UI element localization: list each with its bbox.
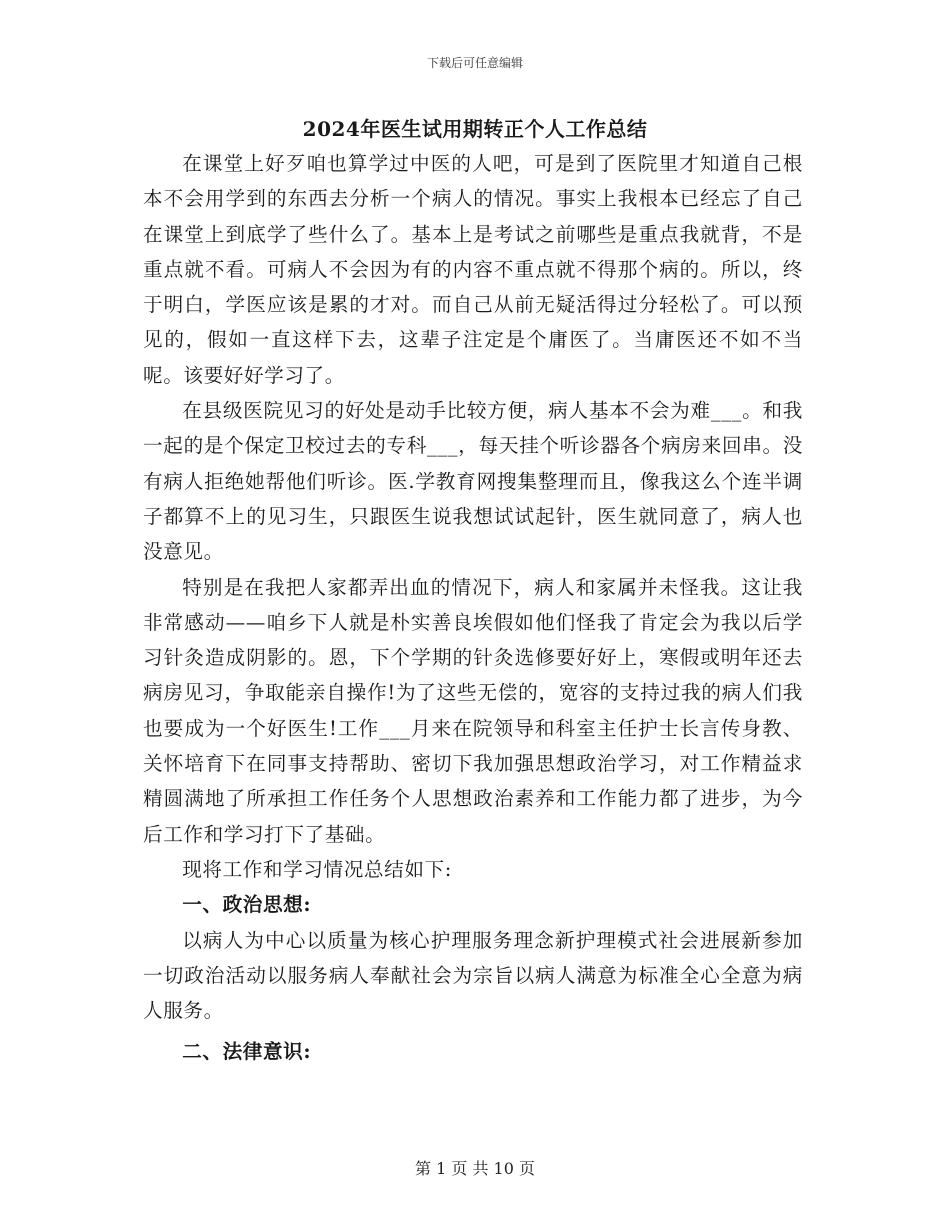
- section-heading-legal: 二、法律意识:: [182, 1040, 312, 1064]
- header-note: 下载后可任意编辑: [426, 56, 523, 70]
- paragraph-3: 特别是在我把人家都弄出血的情况下，病人和家属并未怪我。这让我非常感动——咱乡下人就是朴实善良埃假如他们怪我了肯定会为我以后学习针灸造成阴影的。恩，下个学期的针灸选修要好好上，寒假或明年还去病房见习，争取能亲自操作!为了这些无偿的，宽容的支持过我的病人们我也要成为一个好医生!工作___月来在院领导和科室主任护士长言传身教、关怀培育下在同事支持帮助、密切下我加强思想政治学习，对工作精益求精圆满地了所承担工作任务个人思想政治素养和工作能力都了进步，为今后工作和学习打下了基础。: [143, 575, 803, 846]
- section-body-political: 以病人为中心以质量为核心护理服务理念新护理模式社会进展新参加一切政治活动以服务病人奉献社会为宗旨以病人满意为标准全心全意为病人服务。: [143, 928, 803, 1023]
- paragraph-2: 在县级医院见习的好处是动手比较方便，病人基本不会为难___。和我一起的是个保定卫校过去的专科___，每天挂个听诊器各个病房来回串。没有病人拒绝她帮他们听诊。医.学教育网搜集整理而且，像我这么个连半调子都算不上的见习生，只跟医生说我想试试起针，医生就同意了，病人也没意见。: [143, 399, 803, 564]
- paragraph-4: 现将工作和学习情况总结如下:: [182, 857, 452, 881]
- page-number: 第 1 页 共 10 页: [415, 1159, 535, 1178]
- paragraph-1: 在课堂上好歹咱也算学过中医的人吧，可是到了医院里才知道自己根本不会用学到的东西去分析一个病人的情况。事实上我根本已经忘了自己在课堂上到底学了些什么了。基本上是考试之前哪些是重点我就背，不是重点就不看。可病人不会因为有的内容不重点就不得那个病的。所以，终于明白，学医应该是累的才对。而自己从前无疑活得过分轻松了。可以预见的，假如一直这样下去，这辈子注定是个庸医了。当庸医还不如不当呢。该要好好学习了。: [143, 152, 803, 387]
- section-heading-political: 一、政治思想:: [182, 893, 312, 917]
- document-title: 2024年医生试用期转正个人工作总结: [302, 117, 648, 141]
- document-body: [143, 146, 803, 1070]
